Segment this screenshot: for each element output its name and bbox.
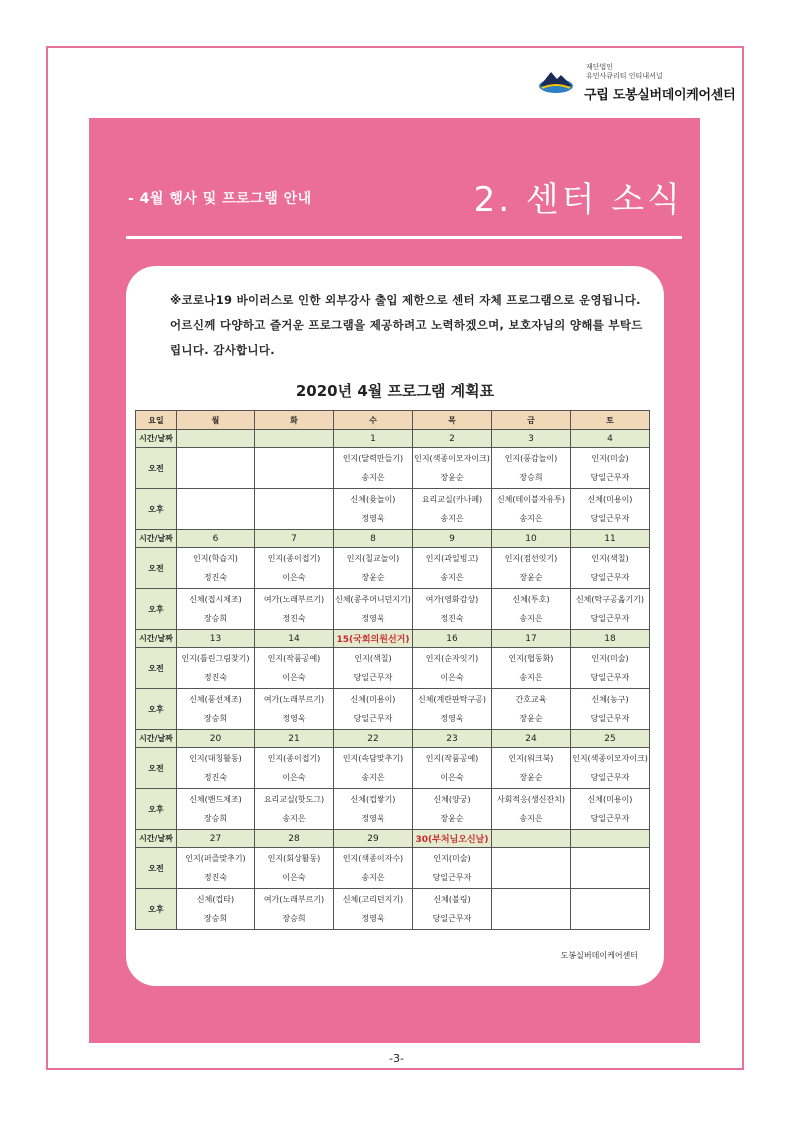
program-activity: 신체(투호)	[512, 595, 550, 604]
date-row	[136, 630, 650, 648]
program-activity: 인지(칠교놀이)	[346, 554, 400, 563]
program-staff: 송지은	[361, 873, 385, 882]
date-cell: 9	[413, 530, 492, 548]
program-activity: 인지(작품공예)	[425, 754, 479, 763]
program-activity: 여가(노래부르기)	[263, 895, 325, 904]
program-staff: 이은숙	[282, 573, 306, 582]
program-staff: 송지은	[519, 814, 543, 823]
program-cell	[334, 789, 413, 830]
program-staff: 장승희	[282, 914, 306, 923]
program-cell	[413, 889, 492, 930]
program-cell	[492, 789, 571, 830]
morning-row	[136, 648, 650, 689]
program-cell	[492, 889, 571, 930]
program-staff: 정진숙	[282, 614, 306, 623]
date-cell: 21	[255, 730, 334, 748]
program-activity: 여가(노래부르기)	[263, 595, 325, 604]
program-activity: 신체(미용이)	[350, 695, 396, 704]
program-cell	[334, 889, 413, 930]
org-name: 구립 도봉실버데이케어센터	[584, 88, 736, 103]
program-activity: 인지(풍감놀이)	[504, 454, 558, 463]
date-cell: 2	[413, 430, 492, 448]
program-cell	[492, 489, 571, 530]
header-cell: 금	[492, 411, 571, 430]
program-cell	[571, 448, 650, 489]
program-cell	[255, 789, 334, 830]
notice-text: ※코로나19 바이러스로 인한 외부강사 출입 제한으로 센터 자체 프로그램으로 운영됩니다. 어르신께 다양하고 즐거운 프로그램을 제공하려고 노력하겠으며, 보호자님의 양해를 부탁드립니다. 감사합니다.	[170, 293, 643, 357]
program-staff: 장승희	[203, 814, 228, 823]
program-activity: 사회적응(생신잔치)	[496, 795, 566, 804]
morning-row	[136, 748, 650, 789]
program-staff: 송지은	[282, 814, 306, 823]
schedule-body	[136, 430, 650, 930]
date-cell: 6	[177, 530, 255, 548]
program-activity: 인지(달력만들기)	[342, 454, 404, 463]
program-staff: 송지은	[519, 514, 543, 523]
program-activity: 인지(과일빙고)	[425, 554, 479, 563]
program-cell	[571, 689, 650, 730]
date-cell: 8	[334, 530, 413, 548]
morning-row	[136, 848, 650, 889]
program-cell	[571, 889, 650, 930]
program-staff: 정영욱	[361, 514, 385, 523]
program-cell	[413, 689, 492, 730]
program-staff: 장승희	[203, 614, 228, 623]
date-cell: 22	[334, 730, 413, 748]
program-staff: 장윤순	[440, 814, 464, 823]
program-cell	[413, 748, 492, 789]
date-row-label: 시간/날짜	[136, 430, 177, 448]
program-staff: 당일근무자	[590, 814, 630, 823]
program-activity: 인지(협동화)	[508, 654, 554, 663]
program-cell	[255, 748, 334, 789]
date-row	[136, 730, 650, 748]
program-cell	[255, 489, 334, 530]
program-staff: 송지은	[519, 673, 543, 682]
program-activity: 인지(점선잇기)	[504, 554, 558, 563]
date-cell: 23	[413, 730, 492, 748]
date-cell	[177, 430, 255, 448]
program-staff: 정영욱	[282, 714, 306, 723]
program-staff: 송지은	[361, 773, 385, 782]
program-cell	[177, 648, 255, 689]
program-staff: 송지은	[440, 514, 464, 523]
program-staff: 당일근무자	[590, 773, 630, 782]
program-activity: 간호교육	[515, 695, 547, 704]
date-cell: 14	[255, 630, 334, 648]
program-staff: 송지은	[440, 573, 464, 582]
table-header-row	[136, 411, 650, 430]
afternoon-row	[136, 889, 650, 930]
org-foundation-label: 유민사큐리티 인티내셔널	[586, 72, 663, 80]
program-activity: 인지(색종이모자이크)	[414, 454, 490, 463]
morning-row	[136, 548, 650, 589]
date-cell: 18	[571, 630, 650, 648]
program-cell	[334, 648, 413, 689]
program-staff: 이은숙	[282, 673, 306, 682]
program-activity: 신체(미용이)	[587, 495, 633, 504]
program-cell	[492, 648, 571, 689]
program-activity: 여가(노래부르기)	[263, 695, 325, 704]
program-activity: 요리교실(카나페)	[421, 495, 483, 504]
schedule-title: 2020년 4월 프로그램 계획표	[295, 382, 495, 400]
program-staff: 장승희	[203, 714, 228, 723]
morning-label: 오전	[136, 848, 177, 889]
program-activity: 인지(색종이모자이크)	[572, 754, 648, 763]
program-cell	[571, 489, 650, 530]
program-activity: 인지(학습지)	[193, 554, 238, 563]
section-title: 2. 센터 소식	[473, 180, 683, 220]
program-activity: 인지(틀린그림찾기)	[181, 654, 250, 663]
program-cell	[334, 689, 413, 730]
date-cell	[255, 430, 334, 448]
header-cell: 화	[255, 411, 334, 430]
date-cell: 25	[571, 730, 650, 748]
program-activity: 인지(종이접기)	[267, 754, 321, 763]
date-cell: 30(부처님오신날)	[413, 830, 492, 848]
program-staff: 정진숙	[203, 673, 228, 682]
program-cell	[334, 589, 413, 630]
morning-label: 오전	[136, 548, 177, 589]
program-staff: 이은숙	[282, 873, 306, 882]
program-staff: 정영욱	[361, 614, 385, 623]
program-activity: 신체(컵쌓기)	[350, 795, 396, 804]
program-staff: 정진숙	[440, 614, 464, 623]
program-cell	[492, 448, 571, 489]
program-staff: 당일근무자	[590, 573, 630, 582]
program-activity: 인지(미술)	[591, 654, 629, 663]
program-activity: 신체(콩주머니던지기)	[335, 595, 411, 604]
program-cell	[413, 589, 492, 630]
program-cell	[334, 748, 413, 789]
program-schedule-table	[135, 410, 650, 930]
program-cell	[413, 548, 492, 589]
program-activity: 인지(대칭활동)	[189, 754, 242, 763]
date-cell: 11	[571, 530, 650, 548]
afternoon-row	[136, 689, 650, 730]
program-staff: 정영욱	[440, 714, 464, 723]
date-cell: 24	[492, 730, 571, 748]
program-staff: 장승희	[203, 914, 228, 923]
afternoon-row	[136, 789, 650, 830]
date-cell: 27	[177, 830, 255, 848]
program-activity: 인지(색칠)	[354, 654, 392, 663]
program-staff: 정영욱	[361, 814, 385, 823]
program-cell	[255, 889, 334, 930]
page-number: -3-	[389, 1052, 404, 1065]
afternoon-row	[136, 489, 650, 530]
program-staff: 장윤순	[519, 773, 543, 782]
morning-label: 오전	[136, 748, 177, 789]
program-staff: 당일근무자	[590, 473, 630, 482]
program-cell	[177, 589, 255, 630]
program-activity: 인지(미술)	[591, 454, 629, 463]
date-cell: 3	[492, 430, 571, 448]
program-cell	[413, 448, 492, 489]
program-cell	[255, 548, 334, 589]
program-cell	[413, 489, 492, 530]
date-cell: 13	[177, 630, 255, 648]
program-staff: 장윤순	[440, 473, 464, 482]
program-activity: 신체(밴드체조)	[189, 795, 242, 804]
afternoon-label: 오후	[136, 689, 177, 730]
date-cell: 4	[571, 430, 650, 448]
program-activity: 신체(계란판탁구공)	[417, 695, 487, 704]
program-activity: 신체(접시체조)	[189, 595, 242, 604]
program-cell	[255, 648, 334, 689]
date-row	[136, 830, 650, 848]
program-cell	[571, 748, 650, 789]
org-small-label: 재단법인	[586, 63, 614, 71]
program-activity: 인지(색칠)	[591, 554, 629, 563]
program-cell	[413, 789, 492, 830]
afternoon-label: 오후	[136, 589, 177, 630]
morning-label: 오전	[136, 448, 177, 489]
program-staff: 당일근무자	[590, 614, 630, 623]
program-cell	[177, 689, 255, 730]
date-row	[136, 530, 650, 548]
date-row-label: 시간/날짜	[136, 730, 177, 748]
program-activity: 인지(색종이자수)	[342, 854, 404, 863]
program-cell	[571, 789, 650, 830]
program-activity: 신체(볼링)	[433, 895, 471, 904]
program-activity: 인지(워크북)	[508, 754, 554, 763]
program-cell	[177, 448, 255, 489]
date-cell: 7	[255, 530, 334, 548]
program-staff: 장윤순	[519, 573, 543, 582]
date-row	[136, 430, 650, 448]
program-activity: 인지(작품공예)	[267, 654, 321, 663]
program-cell	[571, 548, 650, 589]
program-staff: 당일근무자	[353, 673, 393, 682]
program-activity: 신체(컵타)	[196, 895, 235, 904]
center-logo	[538, 62, 744, 106]
program-staff: 이은숙	[440, 673, 464, 682]
program-cell	[334, 489, 413, 530]
program-staff: 당일근무자	[432, 873, 472, 882]
program-cell	[492, 748, 571, 789]
date-cell: 28	[255, 830, 334, 848]
mountain-logo-icon	[538, 66, 574, 94]
program-cell	[177, 889, 255, 930]
program-cell	[177, 748, 255, 789]
date-row-label: 시간/날짜	[136, 530, 177, 548]
program-activity: 신체(농구)	[591, 695, 629, 704]
date-row-label: 시간/날짜	[136, 630, 177, 648]
program-cell	[413, 648, 492, 689]
program-activity: 신체(테이블자유투)	[496, 495, 566, 504]
date-cell: 15(국회의원선거)	[334, 630, 413, 648]
program-staff: 이은숙	[440, 773, 464, 782]
date-cell: 29	[334, 830, 413, 848]
program-staff: 당일근무자	[590, 673, 630, 682]
date-cell: 16	[413, 630, 492, 648]
program-cell	[255, 589, 334, 630]
afternoon-label: 오후	[136, 789, 177, 830]
program-cell	[492, 848, 571, 889]
program-activity: 신체(고리던지기)	[342, 895, 404, 904]
header-cell: 요일	[136, 411, 177, 430]
program-cell	[492, 548, 571, 589]
header-cell: 수	[334, 411, 413, 430]
header-cell: 월	[177, 411, 255, 430]
program-staff: 정진숙	[203, 873, 228, 882]
program-staff: 당일근무자	[590, 714, 630, 723]
program-cell	[177, 548, 255, 589]
program-cell	[492, 689, 571, 730]
afternoon-label: 오후	[136, 489, 177, 530]
date-cell	[492, 830, 571, 848]
program-cell	[334, 548, 413, 589]
program-activity: 신체(풍선체조)	[189, 695, 242, 704]
date-cell: 10	[492, 530, 571, 548]
program-cell	[177, 789, 255, 830]
program-activity: 신체(탁구공옮기기)	[575, 595, 645, 604]
program-cell	[255, 848, 334, 889]
program-staff: 장윤순	[361, 573, 385, 582]
program-staff: 송지은	[519, 614, 543, 623]
program-staff: 이은숙	[282, 773, 306, 782]
program-cell	[571, 648, 650, 689]
program-staff: 당일근무자	[432, 914, 472, 923]
date-row-label: 시간/날짜	[136, 830, 177, 848]
date-cell	[571, 830, 650, 848]
program-activity: 신체(미용이)	[587, 795, 633, 804]
program-activity: 인지(퍼즐맞추기)	[185, 854, 246, 863]
morning-label: 오전	[136, 648, 177, 689]
program-staff: 정진숙	[203, 573, 228, 582]
program-activity: 인지(속담맞추기)	[342, 754, 404, 763]
program-activity: 인지(회상활동)	[267, 854, 321, 863]
program-cell	[571, 589, 650, 630]
program-activity: 인지(미술)	[433, 854, 471, 863]
program-staff: 장윤순	[519, 714, 543, 723]
program-cell	[492, 589, 571, 630]
afternoon-label: 오후	[136, 889, 177, 930]
date-cell: 20	[177, 730, 255, 748]
header-cell: 목	[413, 411, 492, 430]
program-staff: 송지은	[361, 473, 385, 482]
program-cell	[255, 448, 334, 489]
program-activity: 여가(영화감상)	[425, 595, 479, 604]
program-staff: 당일근무자	[353, 714, 393, 723]
program-cell	[334, 848, 413, 889]
program-cell	[177, 848, 255, 889]
program-cell	[334, 448, 413, 489]
program-cell	[571, 848, 650, 889]
afternoon-row	[136, 589, 650, 630]
program-activity: 인지(순자잇기)	[425, 654, 479, 663]
program-activity: 신체(양궁)	[433, 795, 471, 804]
morning-row	[136, 448, 650, 489]
program-cell	[177, 489, 255, 530]
footer-note: 도봉실버데이케어센터	[560, 951, 638, 960]
program-activity: 신체(윷놀이)	[350, 495, 396, 504]
date-cell: 1	[334, 430, 413, 448]
date-cell: 17	[492, 630, 571, 648]
program-staff: 장승희	[519, 473, 543, 482]
program-cell	[255, 689, 334, 730]
program-activity: 요리교실(핫도그)	[263, 795, 325, 804]
content-card	[126, 266, 664, 986]
section-subtitle: - 4월 행사 및 프로그램 안내	[128, 191, 312, 207]
program-staff: 당일근무자	[590, 514, 630, 523]
program-cell	[413, 848, 492, 889]
title-divider	[126, 236, 682, 239]
header-cell: 토	[571, 411, 650, 430]
program-staff: 정영욱	[361, 914, 385, 923]
program-staff: 정진숙	[203, 773, 228, 782]
program-activity: 인지(종이접기)	[267, 554, 321, 563]
